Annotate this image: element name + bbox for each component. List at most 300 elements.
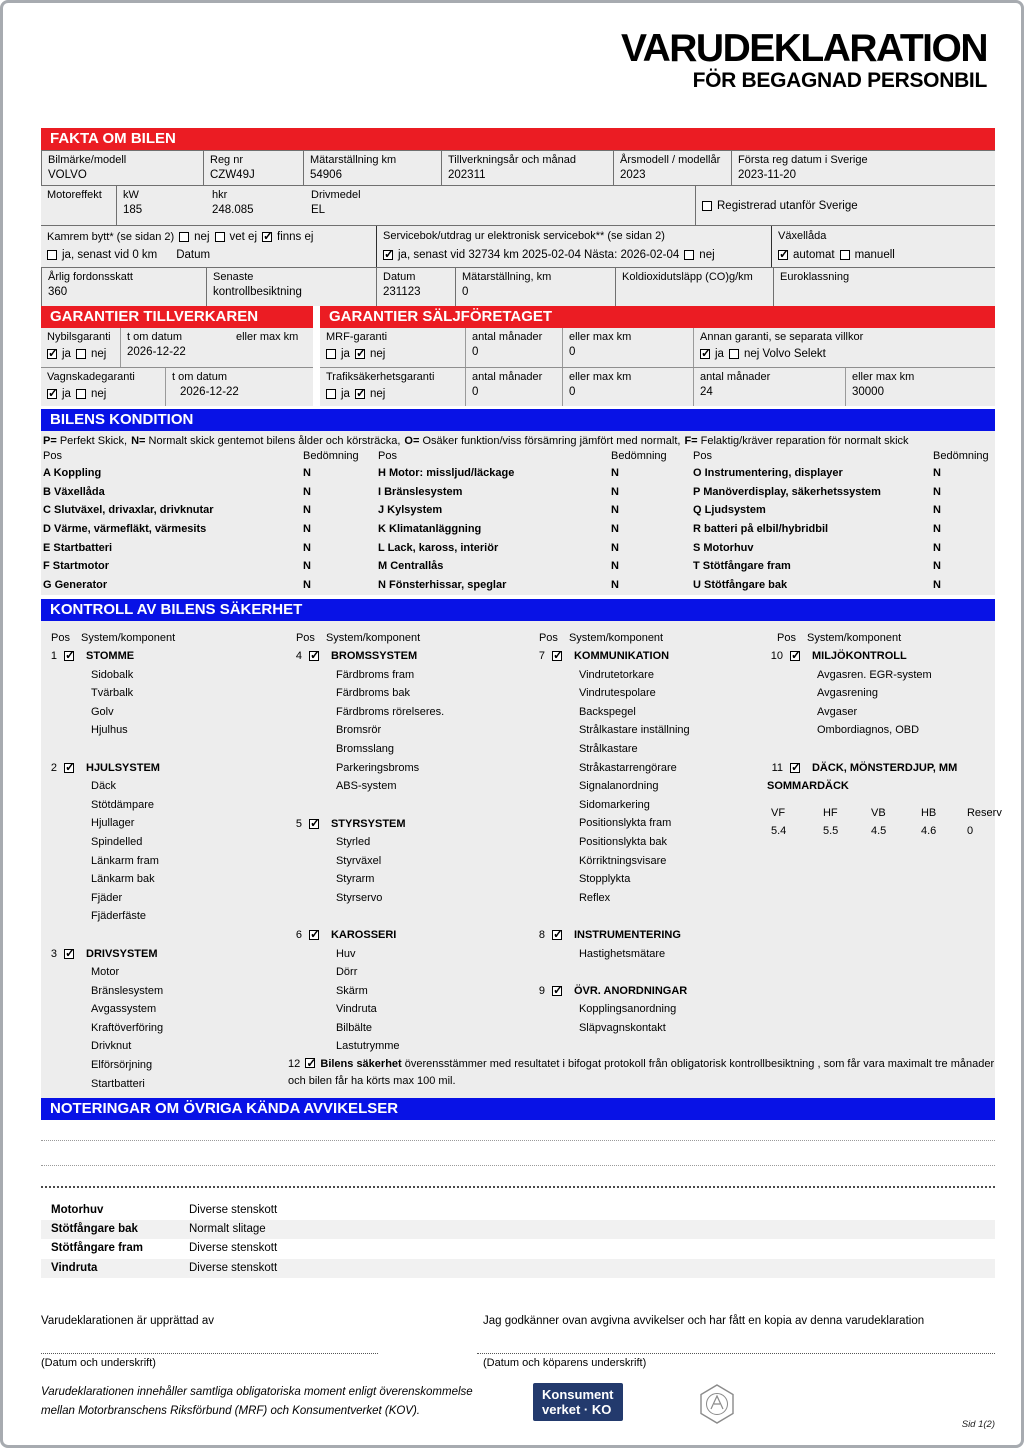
component-item: Färdbroms rörelseres. [335,705,445,718]
component-item: Drivknut [91,1040,132,1053]
dack-col-hb: HB [920,806,937,819]
fakta-row1 [41,150,995,185]
kamrem-ja-label: ja, senast vid 0 km [62,248,158,261]
trafik-ja-checkbox[interactable] [326,389,336,399]
bedomning-header: Bedömning [933,450,989,462]
condition-label: P Manöverdisplay, säkerhetssystem [693,485,881,498]
part-name: Stötfångare fram [51,1242,144,1255]
nybils-tom-datum-cell [120,328,230,367]
fakta-field [773,268,995,306]
fakta-field [206,268,376,306]
stomme-checkbox[interactable] [64,651,74,661]
motoreffekt-cell [41,186,116,225]
legend-item: P= Perfekt Skick, [43,435,128,447]
component-item: Hjullager [91,817,135,830]
mrf-ja-checkbox[interactable] [326,349,336,359]
fakta-field [455,268,615,306]
maxkm-value: 30000 [852,386,884,398]
pos-number: 7 [538,650,545,663]
condition-grade: N [303,523,311,536]
condition-grade: N [611,523,619,536]
condition-label: O Instrumentering, displayer [693,467,843,479]
pos-number: 12 [288,1058,301,1070]
part-note: Diverse stenskott [189,1204,278,1216]
item12-bold-label: Bilens säkerhet [320,1058,402,1070]
signature-line-seller [41,1353,378,1354]
mrf-manader-cell [465,328,562,367]
karosseri-checkbox[interactable] [309,930,319,940]
section-noteringar [41,1098,995,1278]
dack-col-hf: HF [822,806,838,819]
group-name: STYRSYSTEM [330,817,406,830]
nej-label: nej [90,387,107,400]
field-label: Reg nr [210,154,244,166]
pos-number: 11 [771,761,783,774]
trafiksakerhetsgaranti-label: Trafiksäkerhetsgaranti [326,371,435,383]
component-item: Avgasrening [816,687,878,700]
ja-label: ja [341,387,350,400]
fakta-field [615,268,773,306]
maxkm-label: eller max km [852,371,915,383]
component-item: Styrarm [335,873,375,886]
component-item: Strålkastare [578,742,638,755]
section-fakta-om-bilen [41,128,995,306]
vaxellada-manuell-checkbox[interactable] [840,250,850,260]
mrf-logo [697,1383,737,1430]
legend-item: F= Felaktig/kräver reparation för normalt skick [684,435,909,447]
ovr-anordningar-checkbox[interactable] [552,986,562,996]
system-header: System/komponent [325,631,421,644]
servicebok-ja-label: ja, senast vid 32734 km 2025-02-04 Nästa: 2026-02-04 [398,248,680,261]
component-list [529,666,767,908]
kontroll-col3 [529,628,767,1098]
component-item: Färdbroms fram [335,668,415,681]
condition-label: N Fönsterhissar, speglar [378,579,507,592]
kondition-legend [41,431,995,448]
fakta-field [613,151,731,185]
mrf-hexagon-icon [697,1383,737,1425]
kw-value: 185 [123,204,143,216]
legal-text: Varudeklarationen innehåller samtliga obligatoriska moment enligt överenskommelse mellan Motorbranschens Riksförbund (MRF) och Konsumentverket (KOV). [41,1386,473,1417]
antal-manader-label: antal månader [700,371,771,383]
datum-koparens-caption: (Datum och köparens underskrift) [483,1357,647,1369]
annan-ja-checkbox[interactable] [700,349,710,359]
dack-value-vb: 4.5 [870,825,887,838]
dack-col-reserv: Reserv [966,806,1002,819]
field-label: Datum [383,271,416,283]
condition-label: D Värme, värmefläkt, värmesits [43,523,207,536]
servicebok-nej-checkbox[interactable] [684,250,694,260]
component-item: Reflex [578,891,611,904]
dack-checkbox[interactable] [790,763,800,773]
component-item: Startbatteri [91,1077,145,1090]
bilens-sakerhet-checkbox[interactable] [305,1058,315,1068]
fakta-field [441,151,613,185]
vagnskade-nej-checkbox[interactable] [76,389,86,399]
component-list [41,777,286,926]
system-header: System/komponent [568,631,664,644]
condition-grade: N [611,560,619,573]
component-item: Spindelled [91,835,143,848]
maxkm-value: 0 [569,346,576,358]
nej-label: nej [369,347,386,360]
group-name: HJULSYSTEM [86,761,160,774]
condition-label: J Kylsystem [378,504,443,517]
group-name: STOMME [86,650,135,663]
trafik-maxkm-cell [562,368,693,406]
nybilsgaranti-label: Nybilsgaranti [47,331,111,343]
antal-manader-value: 24 [700,386,713,398]
component-item: Släpvagnskontakt [578,1021,666,1034]
component-list [767,666,995,740]
condition-label: G Generator [43,579,108,592]
kw-label: kW [123,189,139,201]
vagnskadegaranti-cell [41,368,165,406]
component-item: Avgasren. EGR-system [816,668,932,681]
condition-label: R batteri på elbil/hybridbil [693,523,829,536]
kw-cell [116,186,206,225]
component-item: Styrservo [335,891,383,904]
kamrem-finnsej-checkbox[interactable] [262,232,272,242]
component-item: Vindrutespolare [578,687,656,700]
component-item: Vindruta [335,1003,377,1016]
antal-manader-label: antal månader [472,371,543,383]
vaxellada-automat-checkbox[interactable] [778,250,788,260]
ja-label: ja [341,347,350,360]
hkr-label: hkr [212,189,228,201]
bedomning-header: Bedömning [611,450,667,462]
garanti-saljforetaget-banner: GARANTIER SÄLJFÖRETAGET [320,306,995,328]
bromssystem-checkbox[interactable] [309,651,319,661]
vaxellada-cell [771,226,995,267]
condition-grade: N [303,467,311,479]
component-item: Parkeringsbroms [335,761,420,774]
group-name: KOMMUNIKATION [573,650,670,663]
component-item: Positionslykta bak [578,835,667,848]
motoreffekt-label: Motoreffekt [47,189,102,201]
nej-volvo-selekt-label: nej Volvo Selekt [743,347,826,360]
condition-grade: N [303,485,311,498]
nybilsgaranti-nej-checkbox[interactable] [76,349,86,359]
write-in-line-heavy [41,1186,995,1188]
vagnskadegaranti-label: Vagnskadegaranti [47,371,135,383]
group-name: INSTRUMENTERING [573,929,681,942]
part-note: Diverse stenskott [189,1242,278,1255]
pos-header: Pos [693,450,712,462]
section-kontroll-sakerhet [41,599,1002,1098]
component-item: Signalanordning [578,780,659,793]
component-item: Avgaser [816,705,858,718]
component-item: Elförsörjning [91,1059,153,1072]
fakta-row4 [41,267,995,306]
component-list [286,666,529,796]
group-name: DRIVSYSTEM [86,947,158,960]
pos-number: 10 [770,650,783,663]
tom-datum-label: t om datum [172,371,228,383]
garanti-saljforetaget-box [320,306,995,406]
condition-grade: N [611,467,619,479]
styrsystem-checkbox[interactable] [309,819,319,829]
field-label: Mätarställning km [310,154,397,166]
ja-label: ja [62,387,71,400]
vagnskade-ja-checkbox[interactable] [47,389,57,399]
component-item: Motor [91,966,120,979]
kondition-banner: BILENS KONDITION [41,409,995,431]
annan-nej-checkbox[interactable] [729,349,739,359]
condition-grade: N [933,485,941,498]
condition-label: U Stötfångare bak [693,579,788,592]
condition-grade: N [303,504,311,517]
component-list [286,833,529,907]
avvikelse-row [41,1259,995,1278]
component-item: Sidomarkering [578,798,650,811]
dack-value-reserv: 0 [966,825,974,838]
pos-header: Pos [538,631,558,644]
write-in-line [41,1140,995,1141]
pos-number: 3 [50,947,57,960]
component-item: Bilbälte [335,1021,373,1034]
servicebok-ja-checkbox[interactable] [383,250,393,260]
godkanner-label: Jag godkänner ovan avgivna avvikelser och har fått en kopia av denna varudeklaration [483,1315,925,1327]
component-item: Tvärbalk [91,687,134,700]
field-label: Bilmärke/modell [48,154,127,166]
hjulsystem-checkbox[interactable] [64,763,74,773]
pos-number: 8 [538,929,545,942]
mrf-nej-checkbox[interactable] [355,349,365,359]
section-bilens-kondition [41,409,995,595]
component-item: Ombordiagnos, OBD [816,724,920,737]
component-item: Länkarm bak [91,873,155,886]
component-item: Vindrutetorkare [578,668,654,681]
nej-label: nej [90,347,107,360]
condition-grade: N [933,504,941,517]
kamrem-vetej-label: vet ej [229,230,258,243]
component-item: Strålkastare inställning [578,724,690,737]
condition-grade: N [933,560,941,573]
antal-manader-value: 0 [472,346,479,358]
component-item: Hjulhus [91,724,128,737]
group-name: DÄCK, MÖNSTERDJUP, MM [811,761,958,774]
pos-number: 1 [50,650,57,663]
document-title-block [621,29,987,92]
component-item: Bränslesystem [91,984,164,997]
kamrem-datum-label: Datum [176,248,211,261]
condition-label: L Lack, kaross, interiör [378,541,499,554]
condition-grade: N [933,523,941,536]
nybils-maxkm-cell [230,328,313,367]
section-garantier [41,306,995,406]
field-label: Senaste [213,271,254,283]
fakta-field [731,151,995,185]
condition-label: B Växellåda [43,485,105,498]
condition-label: K Klimatanläggning [378,523,482,536]
fakta-field [203,151,303,185]
trafik-nej-checkbox[interactable] [355,389,365,399]
component-item: Däck [91,780,117,793]
trafik-manader-cell [465,368,562,406]
signature-line-buyer [477,1353,995,1354]
kamrem-label: Kamrem bytt* (se sidan 2) [47,230,175,243]
dack-monsterdjup-table [767,804,1002,841]
component-item: Hastighetsmätare [578,947,666,960]
ja-label: ja [715,347,724,360]
nybilsgaranti-cell [41,328,120,367]
pos-number: 4 [295,650,302,663]
dack-value-hf: 5.5 [822,825,839,838]
kondition-col2 [378,448,693,595]
dack-col-vf: VF [770,806,786,819]
kamrem-finnsej-label: finns ej [277,230,314,243]
pos-header: Pos [51,631,70,644]
kov-logo-line2: verket · KO [542,1402,612,1417]
component-item: Avgassystem [91,1003,157,1016]
condition-label: F Startmotor [43,560,109,573]
annan-maxkm-cell [845,368,995,406]
garanti-tillverkaren-banner: GARANTIER TILLVERKAREN [41,306,313,328]
system-header: System/komponent [81,631,176,644]
condition-label: C Slutväxel, drivaxlar, drivknutar [43,504,214,517]
component-item: Bromsslang [335,742,395,755]
condition-grade: N [611,504,619,517]
write-in-line [41,1165,995,1166]
kamrem-ja-checkbox[interactable] [47,250,57,260]
konsumentverket-logo [533,1383,623,1421]
fakta-field [303,151,441,185]
drivmedel-cell [305,186,695,225]
sommardack-label: SOMMARDÄCK [766,780,849,793]
instrumentering-checkbox[interactable] [552,930,562,940]
pos-number: 9 [538,984,545,997]
group-name: MILJÖKONTROLL [811,650,907,663]
component-list [529,945,767,964]
pos-header: Pos [295,631,315,644]
kontroll-col1 [41,628,286,1098]
legend-item: O= Osäker funktion/viss försämring jämfört med normalt, [404,435,681,447]
kontroll-body [41,621,1002,1098]
vagnskade-tom-datum-cell [165,368,313,406]
fakta-row3 [41,225,995,267]
field-value: 0 [462,286,469,298]
component-item: Fjäderfäste [91,910,147,923]
drivsystem-checkbox[interactable] [64,949,74,959]
miljokontroll-checkbox[interactable] [790,651,800,661]
condition-grade: N [933,579,941,592]
datum-underskrift-caption: (Datum och underskrift) [41,1357,156,1369]
pos-number: 5 [295,817,302,830]
group-name: BROMSSYSTEM [330,650,418,663]
avvikelse-row [41,1220,995,1239]
condition-label: M Centrallås [378,560,444,573]
pos-number: 2 [50,761,57,774]
component-item: Kraftöverföring [91,1021,164,1034]
servicebok-cell [376,226,771,267]
kamrem-nej-label: nej [194,230,210,243]
registrerad-label: Registrerad utanför Sverige [717,199,858,212]
footer [41,1315,995,1430]
group-name: KAROSSERI [330,929,397,942]
mrf-garanti-cell [320,328,465,367]
component-item: Stråkastarrengörare [578,761,677,774]
nybilsgaranti-ja-checkbox[interactable] [47,349,57,359]
component-item: Fjäder [91,891,123,904]
item12-text: överensstämmer med resultatet i bifogat protokoll från obligatorisk kontrollbesiktning , som får vara maximalt tre månader och bilen får ha körts max 100 mil. [288,1058,995,1087]
condition-grade: N [303,560,311,573]
dack-value-hb: 4.6 [920,825,937,838]
component-item: Stötdämpare [91,798,154,811]
part-name: Motorhuv [51,1204,104,1216]
kondition-col1 [43,448,378,595]
component-list [41,666,286,740]
component-item: Bromsrör [335,724,382,737]
kontroll-banner: KONTROLL AV BILENS SÄKERHET [41,599,995,621]
field-label: Euroklassning [780,271,850,283]
kommunikation-checkbox[interactable] [552,651,562,661]
annan-garanti-label: Annan garanti, se separata villkor [700,331,864,343]
field-value: VOLVO [48,169,87,181]
condition-grade: N [611,541,619,554]
garanti-tillverkaren-box [41,306,313,406]
condition-label: T Stötfångare fram [693,560,791,573]
kondition-table [41,448,995,595]
annan-manader-cell [693,368,845,406]
field-label: Mätarställning, km [462,271,552,283]
vaxellada-manuell-label: manuell [854,248,895,261]
system-header: System/komponent [806,631,902,644]
trafiksakerhetsgaranti-cell [320,368,465,406]
component-item: Körriktningsvisare [578,854,667,867]
component-item: Positionslykta fram [578,817,672,830]
pos-header: Pos [43,450,62,462]
drivmedel-value: EL [311,204,326,216]
condition-label: E Startbatteri [43,541,113,554]
ja-label: ja [62,347,71,360]
condition-grade: N [933,541,941,554]
field-value: 2023 [620,169,646,181]
annan-garanti-cell [693,328,995,367]
vaxellada-automat-label: automat [793,248,835,261]
kamrem-nej-checkbox[interactable] [179,232,189,242]
kamrem-vetej-checkbox[interactable] [215,232,225,242]
field-label: Tillverkningsår och månad [448,154,576,166]
registrerad-utanfor-sverige-checkbox[interactable] [702,201,712,211]
field-label: Årsmodell / modellår [620,154,721,166]
upprattad-label: Varudeklarationen är upprättad av [41,1315,215,1327]
hkr-value: 248.085 [212,204,254,216]
nej-label: nej [369,387,386,400]
condition-grade: N [303,541,311,554]
field-value: 360 [48,286,68,298]
field-value: kontrollbesiktning [213,286,302,298]
kontroll-col2 [286,628,529,1098]
mrf-garanti-label: MRF-garanti [326,331,388,343]
field-value: 2023-11-20 [738,169,796,181]
drivmedel-label: Drivmedel [311,189,361,201]
kamrem-cell [41,226,376,267]
kondition-col3 [693,448,1001,595]
vaxellada-label: Växellåda [778,230,827,242]
pos-header: Pos [378,450,397,462]
servicebok-label: Servicebok/utdrag ur elektronisk servicebok** (se sidan 2) [383,230,665,242]
servicebok-nej-label: nej [699,248,715,261]
page-title: VARUDEKLARATION [620,27,987,70]
field-label: Årlig fordonsskatt [48,271,133,283]
field-value: 54906 [310,169,342,181]
field-value: 231123 [383,286,421,298]
component-list [41,963,286,1093]
condition-label: H Motor: missljud/läckage [378,467,515,479]
component-list [286,945,529,1057]
fakta-row2 [41,185,995,225]
